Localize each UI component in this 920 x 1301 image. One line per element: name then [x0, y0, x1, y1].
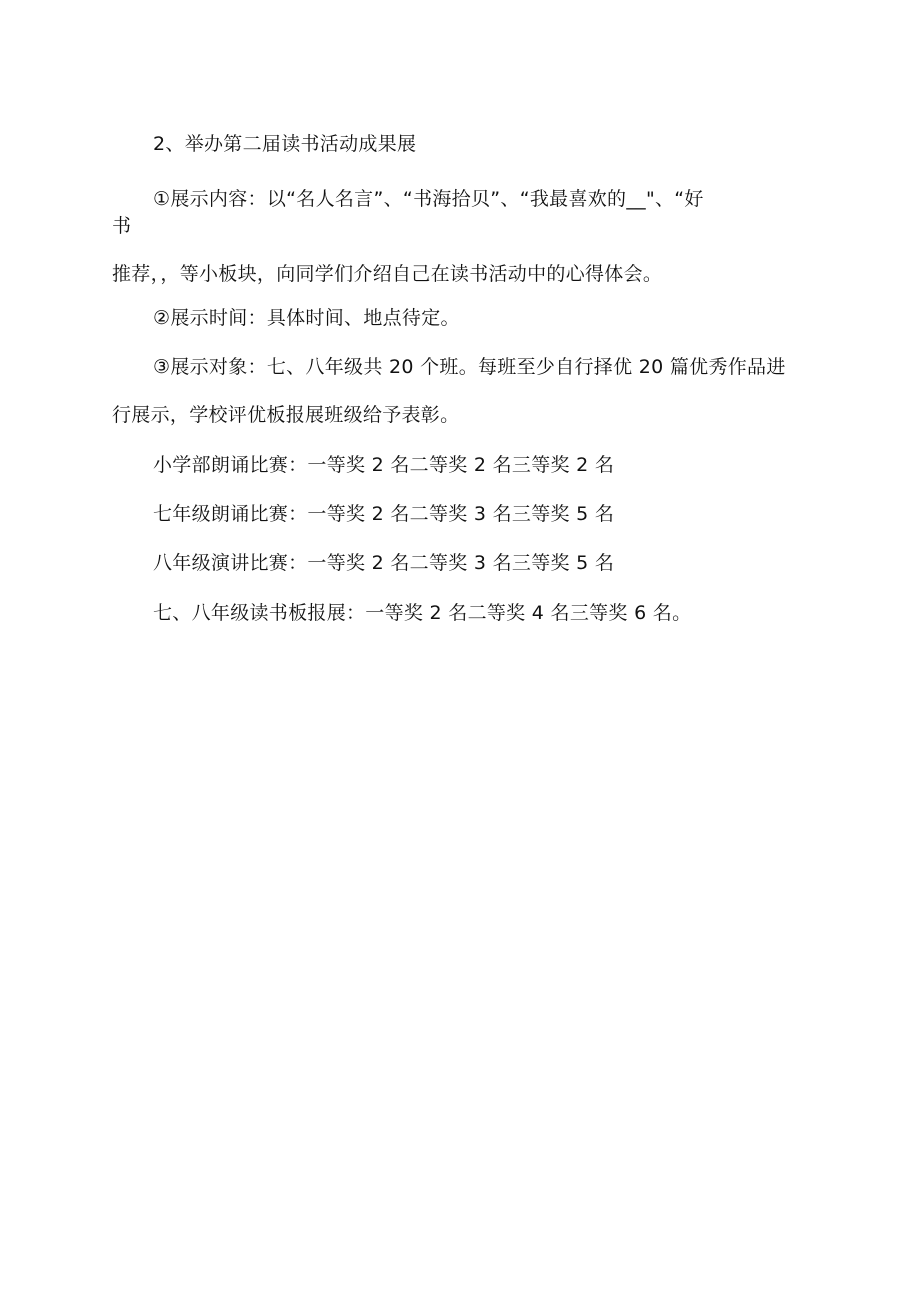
section-heading: 2、举办第二届读书活动成果展 [153, 133, 417, 155]
item-display-target-line1: ③展示对象：七、八年级共 20 个班。每班至少自行择优 20 篇优秀作品进 [153, 356, 786, 378]
award-grade7-recitation: 七年级朗诵比赛：一等奖 2 名二等奖 3 名三等奖 5 名 [153, 503, 615, 525]
item-display-time: ②展示时间：具体时间、地点待定。 [153, 307, 460, 329]
item-display-content-line2: 书 [112, 215, 132, 237]
award-primary-recitation: 小学部朗诵比赛：一等奖 2 名二等奖 2 名三等奖 2 名 [153, 454, 615, 476]
item-display-content-line3: 推荐，，等小板块，向同学们介绍自己在读书活动中的心得体会。 [112, 263, 663, 285]
award-blackboard-exhibition: 七、八年级读书板报展：一等奖 2 名二等奖 4 名三等奖 6 名。 [153, 602, 692, 624]
award-grade8-speech: 八年级演讲比赛：一等奖 2 名二等奖 3 名三等奖 5 名 [153, 552, 615, 574]
item-display-content-line1: ①展示内容：以“名人名言”、“书海拾贝”、“我最喜欢的__"、“好 [153, 188, 704, 210]
item-display-target-line2: 行展示，学校评优板报展班级给予表彰。 [112, 404, 460, 426]
